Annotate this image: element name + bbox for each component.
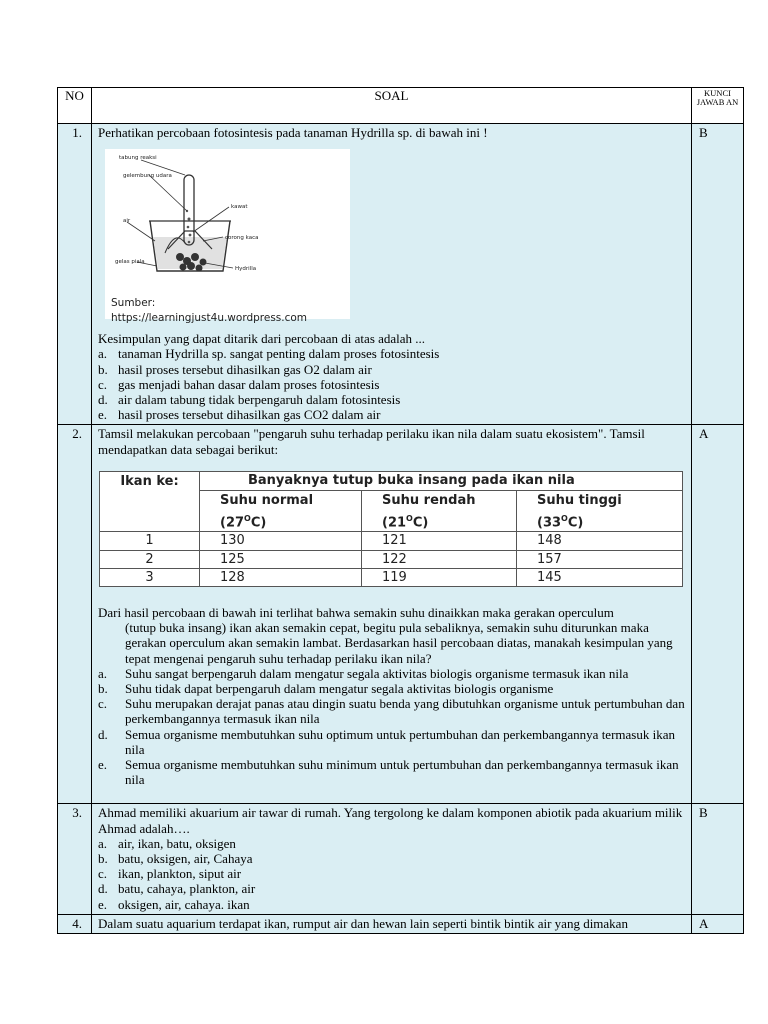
question-stem-first: Dari hasil percobaan di bawah ini terlihat bahwa semakin suhu dinaikkan maka gerakan operculum [98,604,614,620]
option-e[interactable]: e. Semua organisme membutuhkan suhu minimum untuk pertumbuhan dan perkembangannya termasuk ikan nila [98,757,679,788]
col-header-2: Suhu tinggi [517,490,683,510]
option-list [98,836,687,912]
option-b[interactable]: b. hasil proses tersebut dihasilkan gas O2 dalam air [98,361,372,377]
answer-key: A [692,914,744,933]
col-temp-0: $(27^OC)$ [200,510,362,532]
option-d[interactable]: d. batu, cahaya, plankton, air [98,881,256,897]
header-key: KUNCI JAWAB AN [692,88,744,124]
option-b[interactable]: b. batu, oksigen, air, Cahaya [98,851,253,867]
table-row: 3 128 119 145 [100,568,683,586]
question-content [92,124,692,425]
header-no: NO [58,88,92,124]
question-row [58,425,744,804]
option-list [98,666,687,788]
label-hydrilla: Hydrilla [235,266,257,273]
question-content [92,425,692,804]
option-c[interactable]: c. ikan, plankton, siput air [98,866,242,882]
hydrilla-apparatus-drawing [105,149,350,319]
question-number: 3. [58,804,92,914]
question-table [57,87,744,934]
answer-key: A [692,425,744,804]
question-content [92,914,692,933]
hydrilla-experiment-figure [105,149,350,325]
question-stem: Kesimpulan yang dapat ditarik dari percobaan di atas adalah ... [98,331,426,347]
col-header-1: Suhu rendah [362,490,517,510]
question-intro: Tamsil melakukan percobaan "pengaruh suhu terhadap perilaku ikan nila dalam suatu ekosistem". Tamsil mendapatkan data sebagai berikut: [98,426,645,457]
col-header-0: Suhu normal [200,490,362,510]
option-d[interactable]: d. air dalam tabung tidak berpengaruh dalam fotosintesis [98,392,401,408]
question-row [58,914,744,933]
label-gelembung-udara: gelembung udara [123,173,172,180]
fish-data-table [99,471,683,587]
col-temp-2: $(33^OC)$ [517,510,683,532]
figure-source: Sumber: https://learningjust4u.wordpress.com [111,297,308,325]
header-soal: SOAL [92,88,692,124]
data-table-figure [99,471,683,587]
answer-key: B [692,804,744,914]
option-e[interactable]: e. hasil proses tersebut dihasilkan gas CO2 dalam air [98,407,381,423]
label-corong-kaca: corong kaca [225,235,259,242]
question-intro: Dalam suatu aquarium terdapat ikan, rumput air dan hewan lain seperti bintik bintik air yang dimakan [98,915,628,931]
option-d[interactable]: d. Semua organisme membutuhkan suhu optimum untuk pertumbuhan dan perkembangannya termasuk ikan nila [98,726,675,757]
question-intro: Ahmad memiliki akuarium air tawar di rumah. Yang tergolong ke dalam komponen abiotik pada akuarium milik Ahmad adalah…. [98,805,683,836]
option-a[interactable]: a. tanaman Hydrilla sp. sangat penting dalam proses fotosintesis [98,346,440,362]
option-b[interactable]: b. Suhu tidak dapat berpengaruh dalam mengatur segala aktivitas biologis organisme [98,680,554,696]
table-header-row [58,88,744,124]
label-air: air [123,218,131,225]
option-a[interactable]: a. air, ikan, batu, oksigen [98,835,236,851]
option-list [98,346,687,422]
question-number: 2. [58,425,92,804]
option-c[interactable]: c. gas menjadi bahan dasar dalam proses fotosintesis [98,376,380,392]
label-tabung-reaksi: tabung reaksi [119,155,157,162]
table-row: 1 130 121 148 [100,532,683,550]
question-row [58,804,744,914]
label-kawat: kawat [231,204,248,211]
answer-key: B [692,124,744,425]
option-a[interactable]: a. Suhu sangat berpengaruh dalam mengatur segala aktivitas biologis organisme termasuk ikan nila [98,665,629,681]
question-number: 1. [58,124,92,425]
question-stem-rest: (tutup buka insang) ikan akan semakin cepat, begitu pula sebaliknya, semakin suhu diturunkan maka gerakan operculum akan semakin lambat. Berdasarkan hasil percobaan diatas, manakah kesimpulan yang tepat mengenai pengaruh suhu terhadap perilaku ikan nila? [125,620,673,666]
group-header: Banyaknya tutup buka insang pada ikan nila [200,471,683,490]
question-intro: Perhatikan percobaan fotosintesis pada tanaman Hydrilla sp. di bawah ini ! [98,125,488,140]
question-number: 4. [58,914,92,933]
label-gelas-piala: gelas piala [115,259,145,266]
question-row [58,124,744,425]
question-content [92,804,692,914]
table-row: 2 125 122 157 [100,550,683,568]
option-e[interactable]: e. oksigen, air, cahaya. ikan [98,896,250,912]
row-header: Ikan ke: [100,471,200,532]
option-c[interactable]: c. Suhu merupakan derajat panas atau dingin suatu benda yang dibutuhkan organisme untuk pertumbuhan dan perkembangannya termasuk ikan nila [98,696,685,727]
col-temp-1: $(21^OC)$ [362,510,517,532]
